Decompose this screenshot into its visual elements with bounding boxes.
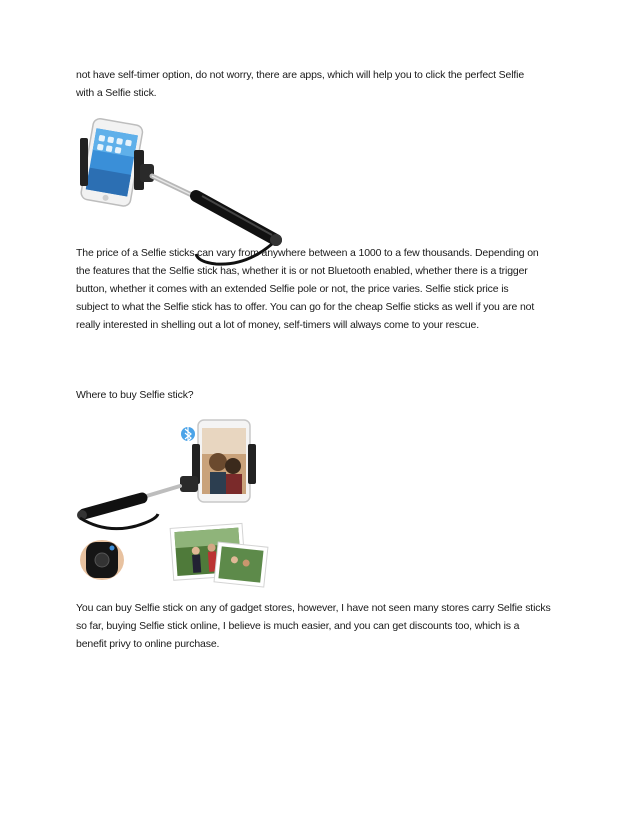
section-heading [76, 386, 566, 404]
text-line: You can buy Selfie stick on any of gadget stores, however, I have not seen many stores carry Selfie sticks [76, 602, 551, 614]
paragraph-where-to-buy [76, 599, 566, 653]
text-line: so far, buying Selfie stick online, I believe is much easier, and you can get discounts too, which is a [76, 620, 520, 632]
text-line: with a Selfie stick. [76, 87, 157, 99]
selfie-stick-remote-image [76, 414, 276, 590]
text-line: The price of a Selfie sticks can vary from anywhere between a 1000 to a few thousands. Depending on [76, 247, 539, 259]
heading-text: Where to buy Selfie stick? [76, 389, 194, 401]
text-line: subject to what the Selfie stick has to offer. You can go for the cheap Selfie sticks as well if you are not [76, 301, 535, 313]
paragraph-price [76, 244, 566, 334]
text-line: really interested in shelling out a lot of money, self-timers will always come to your rescue. [76, 319, 479, 331]
text-line: button, whether it comes with an extended Selfie pole or not, the price varies. Selfie stick price is [76, 283, 509, 295]
text-line: benefit privy to online purchase. [76, 638, 220, 650]
text-line: the features that the Selfie stick has, whether it is or not Bluetooth enabled, whether there is a trigger [76, 265, 528, 277]
paragraph-intro [76, 66, 566, 102]
text-line: not have self-timer option, do not worry, there are apps, which will help you to click the perfect Selfie [76, 69, 525, 81]
